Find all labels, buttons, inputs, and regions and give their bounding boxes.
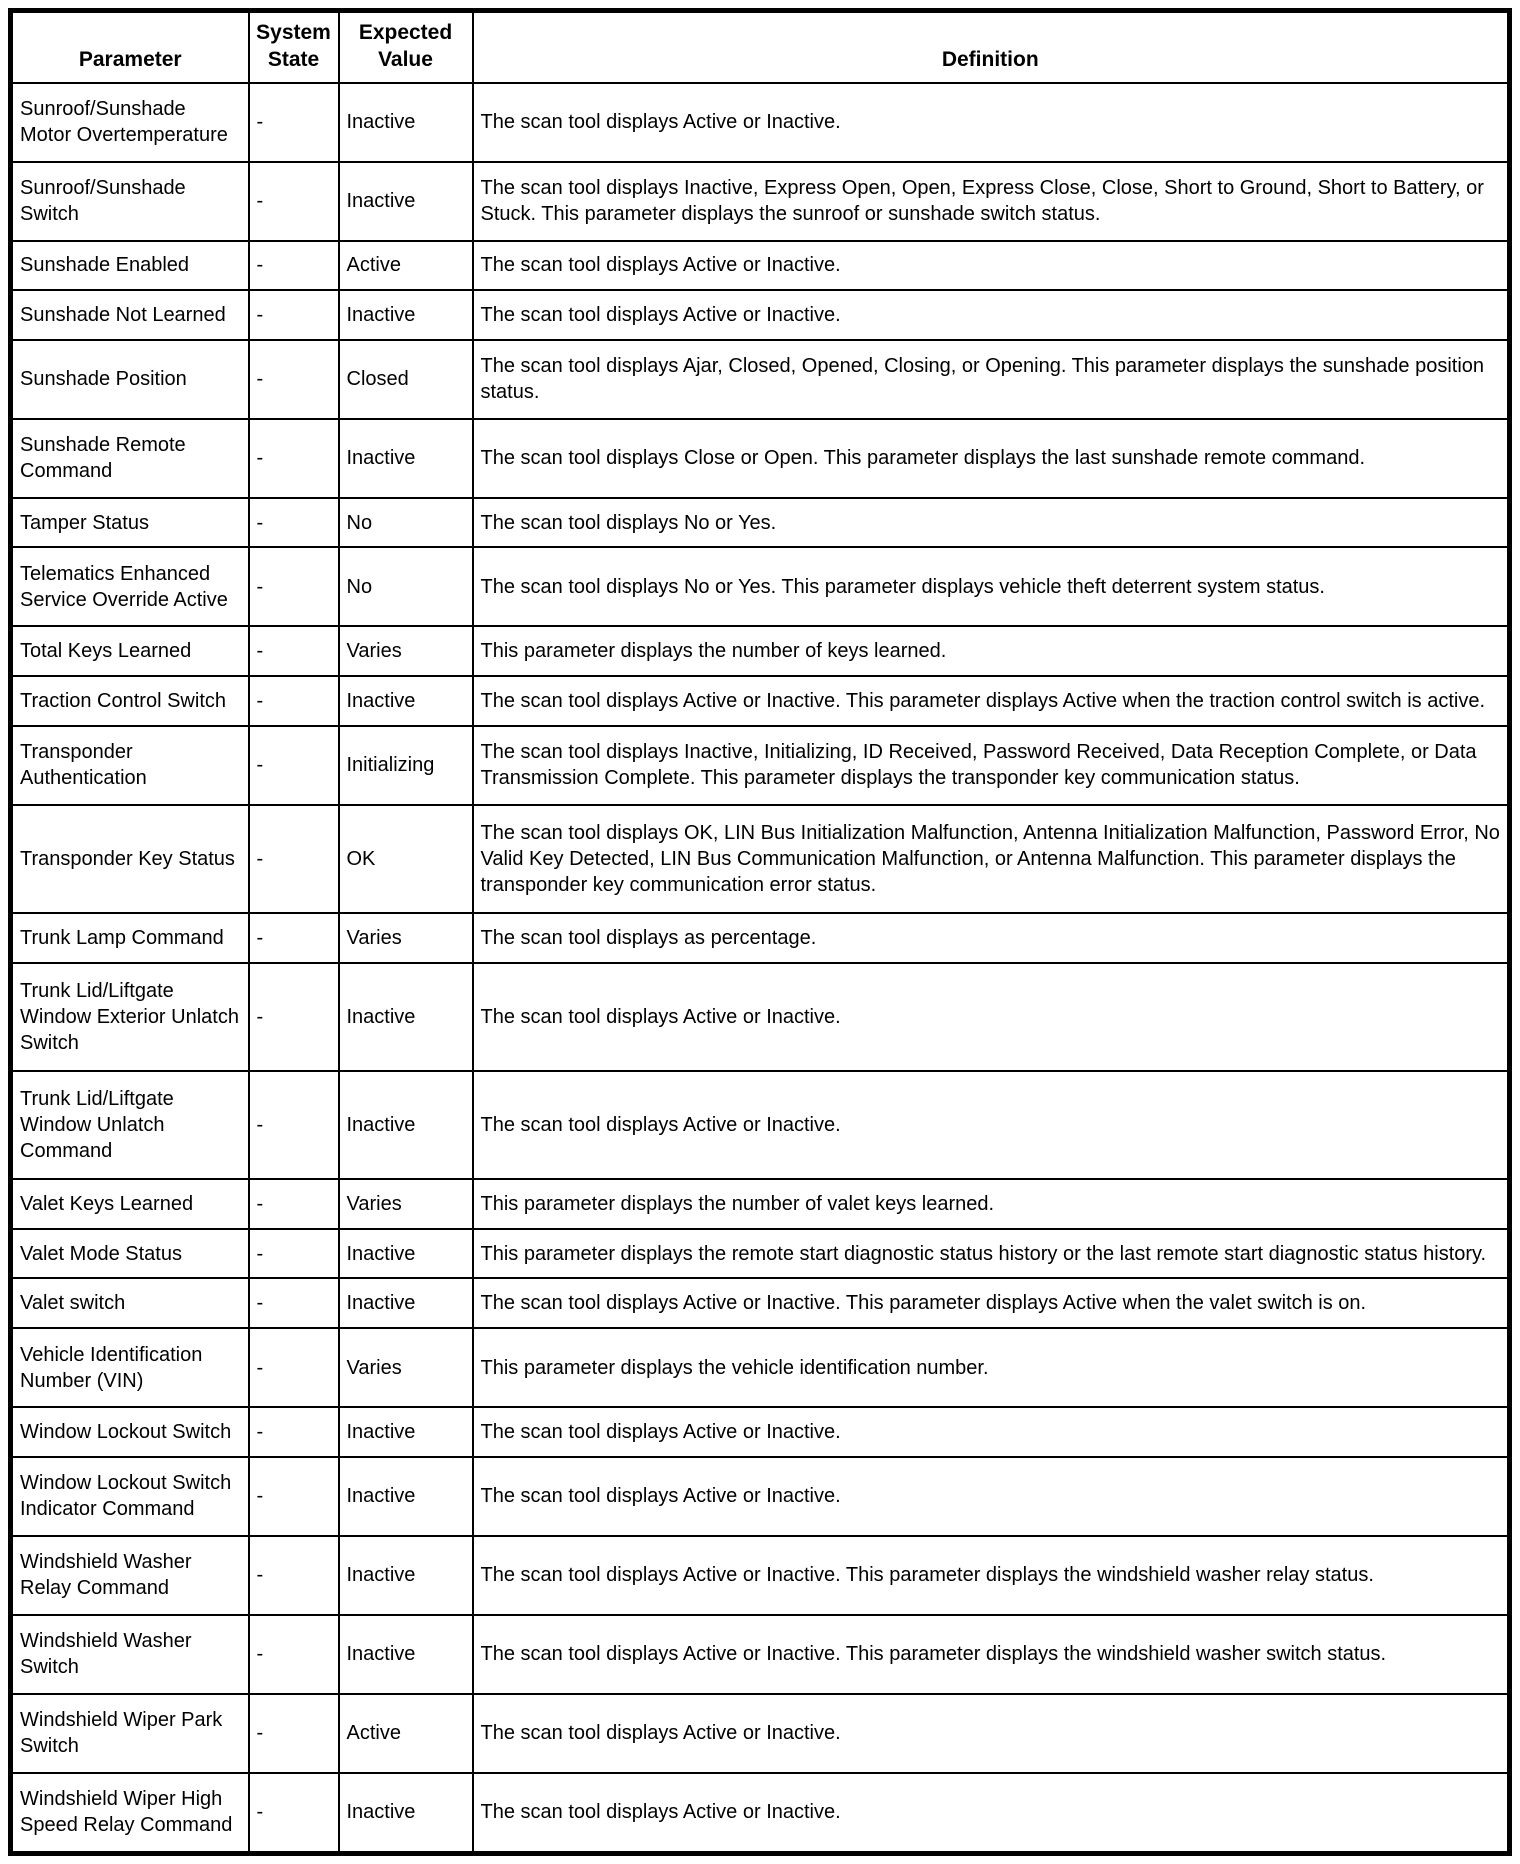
cell-expected-value: Inactive <box>339 1536 473 1615</box>
table-row <box>11 626 1510 676</box>
cell-expected-value: Closed <box>339 340 473 419</box>
cell-definition: The scan tool displays No or Yes. <box>473 498 1510 548</box>
cell-expected-value: Inactive <box>339 963 473 1071</box>
cell-definition: The scan tool displays Active or Inactive. <box>473 1773 1510 1854</box>
cell-expected-value: Inactive <box>339 676 473 726</box>
cell-definition: This parameter displays the number of keys learned. <box>473 626 1510 676</box>
cell-expected-value: Active <box>339 1694 473 1773</box>
cell-expected-value: No <box>339 547 473 626</box>
cell-parameter: Transponder Authentication <box>11 726 249 805</box>
table-row <box>11 1615 1510 1694</box>
cell-system-state: - <box>249 626 339 676</box>
cell-parameter: Sunshade Remote Command <box>11 419 249 498</box>
cell-system-state: - <box>249 1229 339 1279</box>
cell-definition: This parameter displays the number of valet keys learned. <box>473 1179 1510 1229</box>
cell-system-state: - <box>249 340 339 419</box>
cell-definition: The scan tool displays Inactive, Initializing, ID Received, Password Received, Data Reception Complete, or Data Transmission Complete. This parameter displays the transponder key communication status. <box>473 726 1510 805</box>
cell-parameter: Sunroof/Sunshade Switch <box>11 162 249 241</box>
cell-definition: The scan tool displays Ajar, Closed, Opened, Closing, or Opening. This parameter displays the sunshade position status. <box>473 340 1510 419</box>
cell-system-state: - <box>249 162 339 241</box>
cell-parameter: Sunshade Not Learned <box>11 290 249 340</box>
table-row <box>11 1407 1510 1457</box>
cell-parameter: Window Lockout Switch Indicator Command <box>11 1457 249 1536</box>
cell-definition: The scan tool displays Active or Inactive. This parameter displays the windshield washer relay status. <box>473 1536 1510 1615</box>
cell-system-state: - <box>249 1071 339 1179</box>
cell-system-state: - <box>249 547 339 626</box>
cell-definition: The scan tool displays Active or Inactive. <box>473 963 1510 1071</box>
cell-expected-value: Varies <box>339 913 473 963</box>
cell-system-state: - <box>249 963 339 1071</box>
cell-definition: The scan tool displays No or Yes. This parameter displays vehicle theft deterrent system status. <box>473 547 1510 626</box>
table-row <box>11 162 1510 241</box>
cell-system-state: - <box>249 1179 339 1229</box>
cell-definition: The scan tool displays Active or Inactive. <box>473 1457 1510 1536</box>
cell-parameter: Trunk Lid/Liftgate Window Exterior Unlatch Switch <box>11 963 249 1071</box>
cell-expected-value: Inactive <box>339 1278 473 1328</box>
cell-expected-value: OK <box>339 805 473 913</box>
cell-definition: The scan tool displays Active or Inactive. <box>473 1694 1510 1773</box>
cell-definition: The scan tool displays Active or Inactive. This parameter displays Active when the traction control switch is active. <box>473 676 1510 726</box>
cell-expected-value: Inactive <box>339 1229 473 1279</box>
cell-expected-value: Inactive <box>339 1773 473 1854</box>
table-row <box>11 676 1510 726</box>
table-row <box>11 1773 1510 1854</box>
table-row <box>11 1328 1510 1407</box>
cell-expected-value: Inactive <box>339 1071 473 1179</box>
cell-definition: The scan tool displays Active or Inactive. <box>473 1407 1510 1457</box>
cell-system-state: - <box>249 1407 339 1457</box>
table-row <box>11 1179 1510 1229</box>
cell-parameter: Sunshade Position <box>11 340 249 419</box>
table-body <box>11 83 1510 1854</box>
table-row <box>11 290 1510 340</box>
cell-expected-value: Varies <box>339 626 473 676</box>
cell-parameter: Telematics Enhanced Service Override Active <box>11 547 249 626</box>
cell-definition: The scan tool displays Active or Inactive. <box>473 290 1510 340</box>
cell-expected-value: Inactive <box>339 1615 473 1694</box>
table-row <box>11 1229 1510 1279</box>
table-row <box>11 83 1510 162</box>
cell-definition: The scan tool displays Active or Inactive. This parameter displays Active when the valet switch is on. <box>473 1278 1510 1328</box>
cell-expected-value: Initializing <box>339 726 473 805</box>
cell-system-state: - <box>249 290 339 340</box>
cell-system-state: - <box>249 1536 339 1615</box>
cell-expected-value: Inactive <box>339 83 473 162</box>
cell-system-state: - <box>249 805 339 913</box>
table-row <box>11 419 1510 498</box>
cell-expected-value: Inactive <box>339 162 473 241</box>
cell-parameter: Sunroof/Sunshade Motor Overtemperature <box>11 83 249 162</box>
table-row <box>11 547 1510 626</box>
cell-definition: The scan tool displays Active or Inactive. <box>473 1071 1510 1179</box>
cell-system-state: - <box>249 676 339 726</box>
scan-tool-parameter-table <box>8 8 1512 1856</box>
cell-definition: The scan tool displays as percentage. <box>473 913 1510 963</box>
cell-system-state: - <box>249 83 339 162</box>
cell-system-state: - <box>249 1278 339 1328</box>
cell-definition: The scan tool displays Active or Inactive. <box>473 241 1510 291</box>
cell-system-state: - <box>249 1457 339 1536</box>
table-row <box>11 1457 1510 1536</box>
cell-parameter: Windshield Wiper Park Switch <box>11 1694 249 1773</box>
cell-definition: The scan tool displays OK, LIN Bus Initialization Malfunction, Antenna Initialization Malfunction, Password Error, No Valid Key Detected, LIN Bus Communication Malfunction, or Antenna Malfunction. This parameter displays the transponder key communication error status. <box>473 805 1510 913</box>
header-expected-value: Expected Value <box>339 11 473 83</box>
cell-parameter: Traction Control Switch <box>11 676 249 726</box>
table-row <box>11 241 1510 291</box>
cell-parameter: Valet Keys Learned <box>11 1179 249 1229</box>
cell-expected-value: Inactive <box>339 290 473 340</box>
cell-parameter: Trunk Lamp Command <box>11 913 249 963</box>
cell-parameter: Tamper Status <box>11 498 249 548</box>
cell-definition: The scan tool displays Active or Inactive. <box>473 83 1510 162</box>
header-parameter: Parameter <box>11 11 249 83</box>
cell-system-state: - <box>249 241 339 291</box>
cell-parameter: Transponder Key Status <box>11 805 249 913</box>
cell-expected-value: Varies <box>339 1179 473 1229</box>
cell-system-state: - <box>249 419 339 498</box>
header-row <box>11 11 1510 83</box>
cell-definition: The scan tool displays Inactive, Express Open, Open, Express Close, Close, Short to Ground, Short to Battery, or Stuck. This parameter displays the sunroof or sunshade switch status. <box>473 162 1510 241</box>
cell-definition: This parameter displays the vehicle identification number. <box>473 1328 1510 1407</box>
cell-system-state: - <box>249 498 339 548</box>
cell-parameter: Valet switch <box>11 1278 249 1328</box>
cell-parameter: Windshield Wiper High Speed Relay Command <box>11 1773 249 1854</box>
table-row <box>11 340 1510 419</box>
cell-parameter: Window Lockout Switch <box>11 1407 249 1457</box>
table-row <box>11 1278 1510 1328</box>
cell-expected-value: Varies <box>339 1328 473 1407</box>
cell-parameter: Valet Mode Status <box>11 1229 249 1279</box>
table-row <box>11 913 1510 963</box>
cell-definition: This parameter displays the remote start diagnostic status history or the last remote start diagnostic status history. <box>473 1229 1510 1279</box>
table-row <box>11 1071 1510 1179</box>
table-row <box>11 1536 1510 1615</box>
table-header <box>11 11 1510 83</box>
cell-expected-value: Active <box>339 241 473 291</box>
cell-expected-value: Inactive <box>339 1407 473 1457</box>
cell-parameter: Windshield Washer Relay Command <box>11 1536 249 1615</box>
table-row <box>11 726 1510 805</box>
cell-system-state: - <box>249 726 339 805</box>
cell-parameter: Sunshade Enabled <box>11 241 249 291</box>
cell-definition: The scan tool displays Close or Open. This parameter displays the last sunshade remote command. <box>473 419 1510 498</box>
cell-definition: The scan tool displays Active or Inactive. This parameter displays the windshield washer switch status. <box>473 1615 1510 1694</box>
cell-system-state: - <box>249 1773 339 1854</box>
cell-parameter: Windshield Washer Switch <box>11 1615 249 1694</box>
cell-system-state: - <box>249 1615 339 1694</box>
cell-parameter: Trunk Lid/Liftgate Window Unlatch Command <box>11 1071 249 1179</box>
header-system-state: System State <box>249 11 339 83</box>
cell-system-state: - <box>249 1694 339 1773</box>
table-row <box>11 1694 1510 1773</box>
cell-system-state: - <box>249 1328 339 1407</box>
header-definition: Definition <box>473 11 1510 83</box>
table-row <box>11 498 1510 548</box>
cell-parameter: Vehicle Identification Number (VIN) <box>11 1328 249 1407</box>
cell-expected-value: Inactive <box>339 1457 473 1536</box>
table-row <box>11 963 1510 1071</box>
table-row <box>11 805 1510 913</box>
cell-parameter: Total Keys Learned <box>11 626 249 676</box>
cell-expected-value: Inactive <box>339 419 473 498</box>
cell-system-state: - <box>249 913 339 963</box>
cell-expected-value: No <box>339 498 473 548</box>
